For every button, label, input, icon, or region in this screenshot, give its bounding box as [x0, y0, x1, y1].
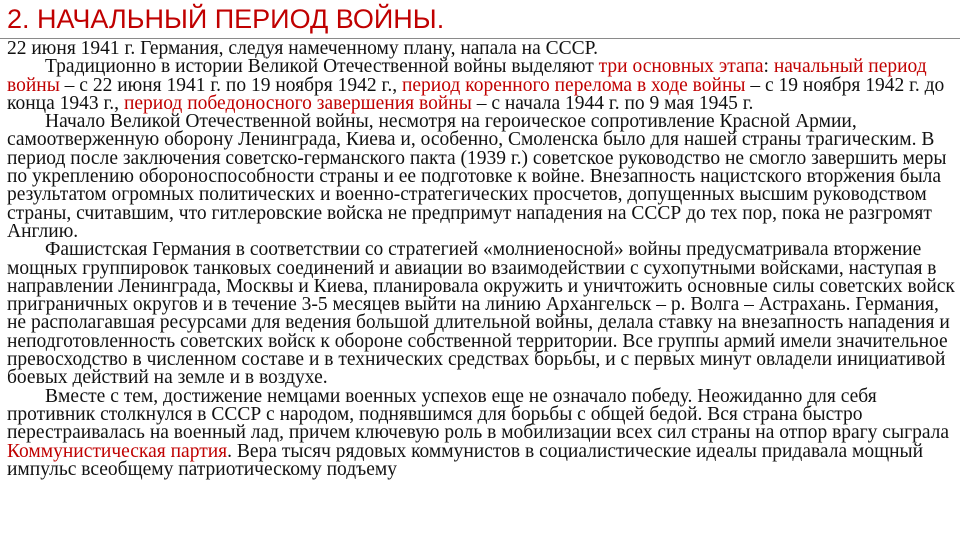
paragraph-3-text: Начало Великой Отечественной войны, несмотря на героическое сопротивление Красной Армии, самоотверженную оборону Ленинграда, Киева и, особенно, Смоленска было для нашей страны трагическим. В период после заключения советско-германского пакта (1939 г.) советское руководство не смогло завершить меры по укреплению обороноспособности страны и ее подготовке к войне. Внезапность нацистского вторжения была результатом огромных политических и военно-стратегических просчетов, допущенных высшим руководством страны, считавшим, что гитлеровские войска не предпримут нападения на СССР до тех пор, пока не разгромят Англию.: [7, 111, 947, 242]
paragraph-2-text-3: – с 22 июня 1941 г. по 19 ноября 1942 г.,: [59, 74, 402, 96]
highlight-victorious-period: период победоносного завершения войны: [123, 92, 472, 114]
highlight-initial-period: начальный период войны: [7, 56, 927, 96]
highlight-three-stages: три основных этапа: [598, 56, 764, 78]
paragraph-3: [7, 113, 955, 241]
paragraph-2-text-2: :: [763, 56, 774, 78]
paragraph-2-text-1: Традиционно в истории Великой Отечественной войны выделяют: [45, 56, 599, 78]
paragraph-4-text: Фашистская Германия в соответствии со стратегией «молниеносной» войны предусматривала вторжение мощных группировок танковых соединений и авиации во взаимодействии с сухопутными войсками, наступая в направлении Ленинграда, Москвы и Киева, планировала окружить и уничтожить основные силы советских войск приграничных округов и в течение 3-5 месяцев выйти на линию Архангельск – р. Волга – Астрахань. Германия, не располагавшая ресурсами для ведения большой длительной войны, делала ставку на внезапность нападения и неподготовленность советских войск к обороне собственной территории. Все группы армий имели значительное превосходство в численном составе и в технических средствах борьбы, и с первых минут овладели инициативой боевых действий на земле и в воздухе.: [7, 239, 955, 389]
paragraph-2-text-5: – с начала 1944 г. по 9 мая 1945 г.: [471, 92, 754, 114]
paragraph-2-text-4: – с 19 ноября 1942 г. до конца 1943 г.,: [7, 74, 945, 114]
paragraph-2: [7, 58, 955, 113]
document-body: [7, 40, 955, 479]
page-title: 2. НАЧАЛЬНЫЙ ПЕРИОД ВОЙНЫ.: [7, 4, 445, 34]
highlight-turning-point: период коренного перелома в ходе войны: [401, 74, 746, 96]
highlight-communist-party: Коммунистическая партия: [7, 440, 228, 462]
paragraph-5-text-2: . Вера тысяч рядовых коммунистов в социалистические идеалы придавала мощный импульс всеобщему патриотическому подъему: [7, 440, 924, 480]
paragraph-5: [7, 385, 955, 480]
paragraph-4: [7, 241, 955, 387]
paragraph-5-text-1: Вместе с тем, достижение немцами военных успехов еще не означало победу. Неожиданно для себя противник столкнулся в СССР с народом, поднявшимся для борьбы с общей бедой. Вся страна быстро перестраивалась на военный лад, причем ключевую роль в мобилизации всех сил страны на отпор врагу сыграла: [7, 385, 950, 444]
paragraph-1-text: 22 июня 1941 г. Германия, следуя намеченному плану, напала на СССР.: [7, 38, 598, 59]
